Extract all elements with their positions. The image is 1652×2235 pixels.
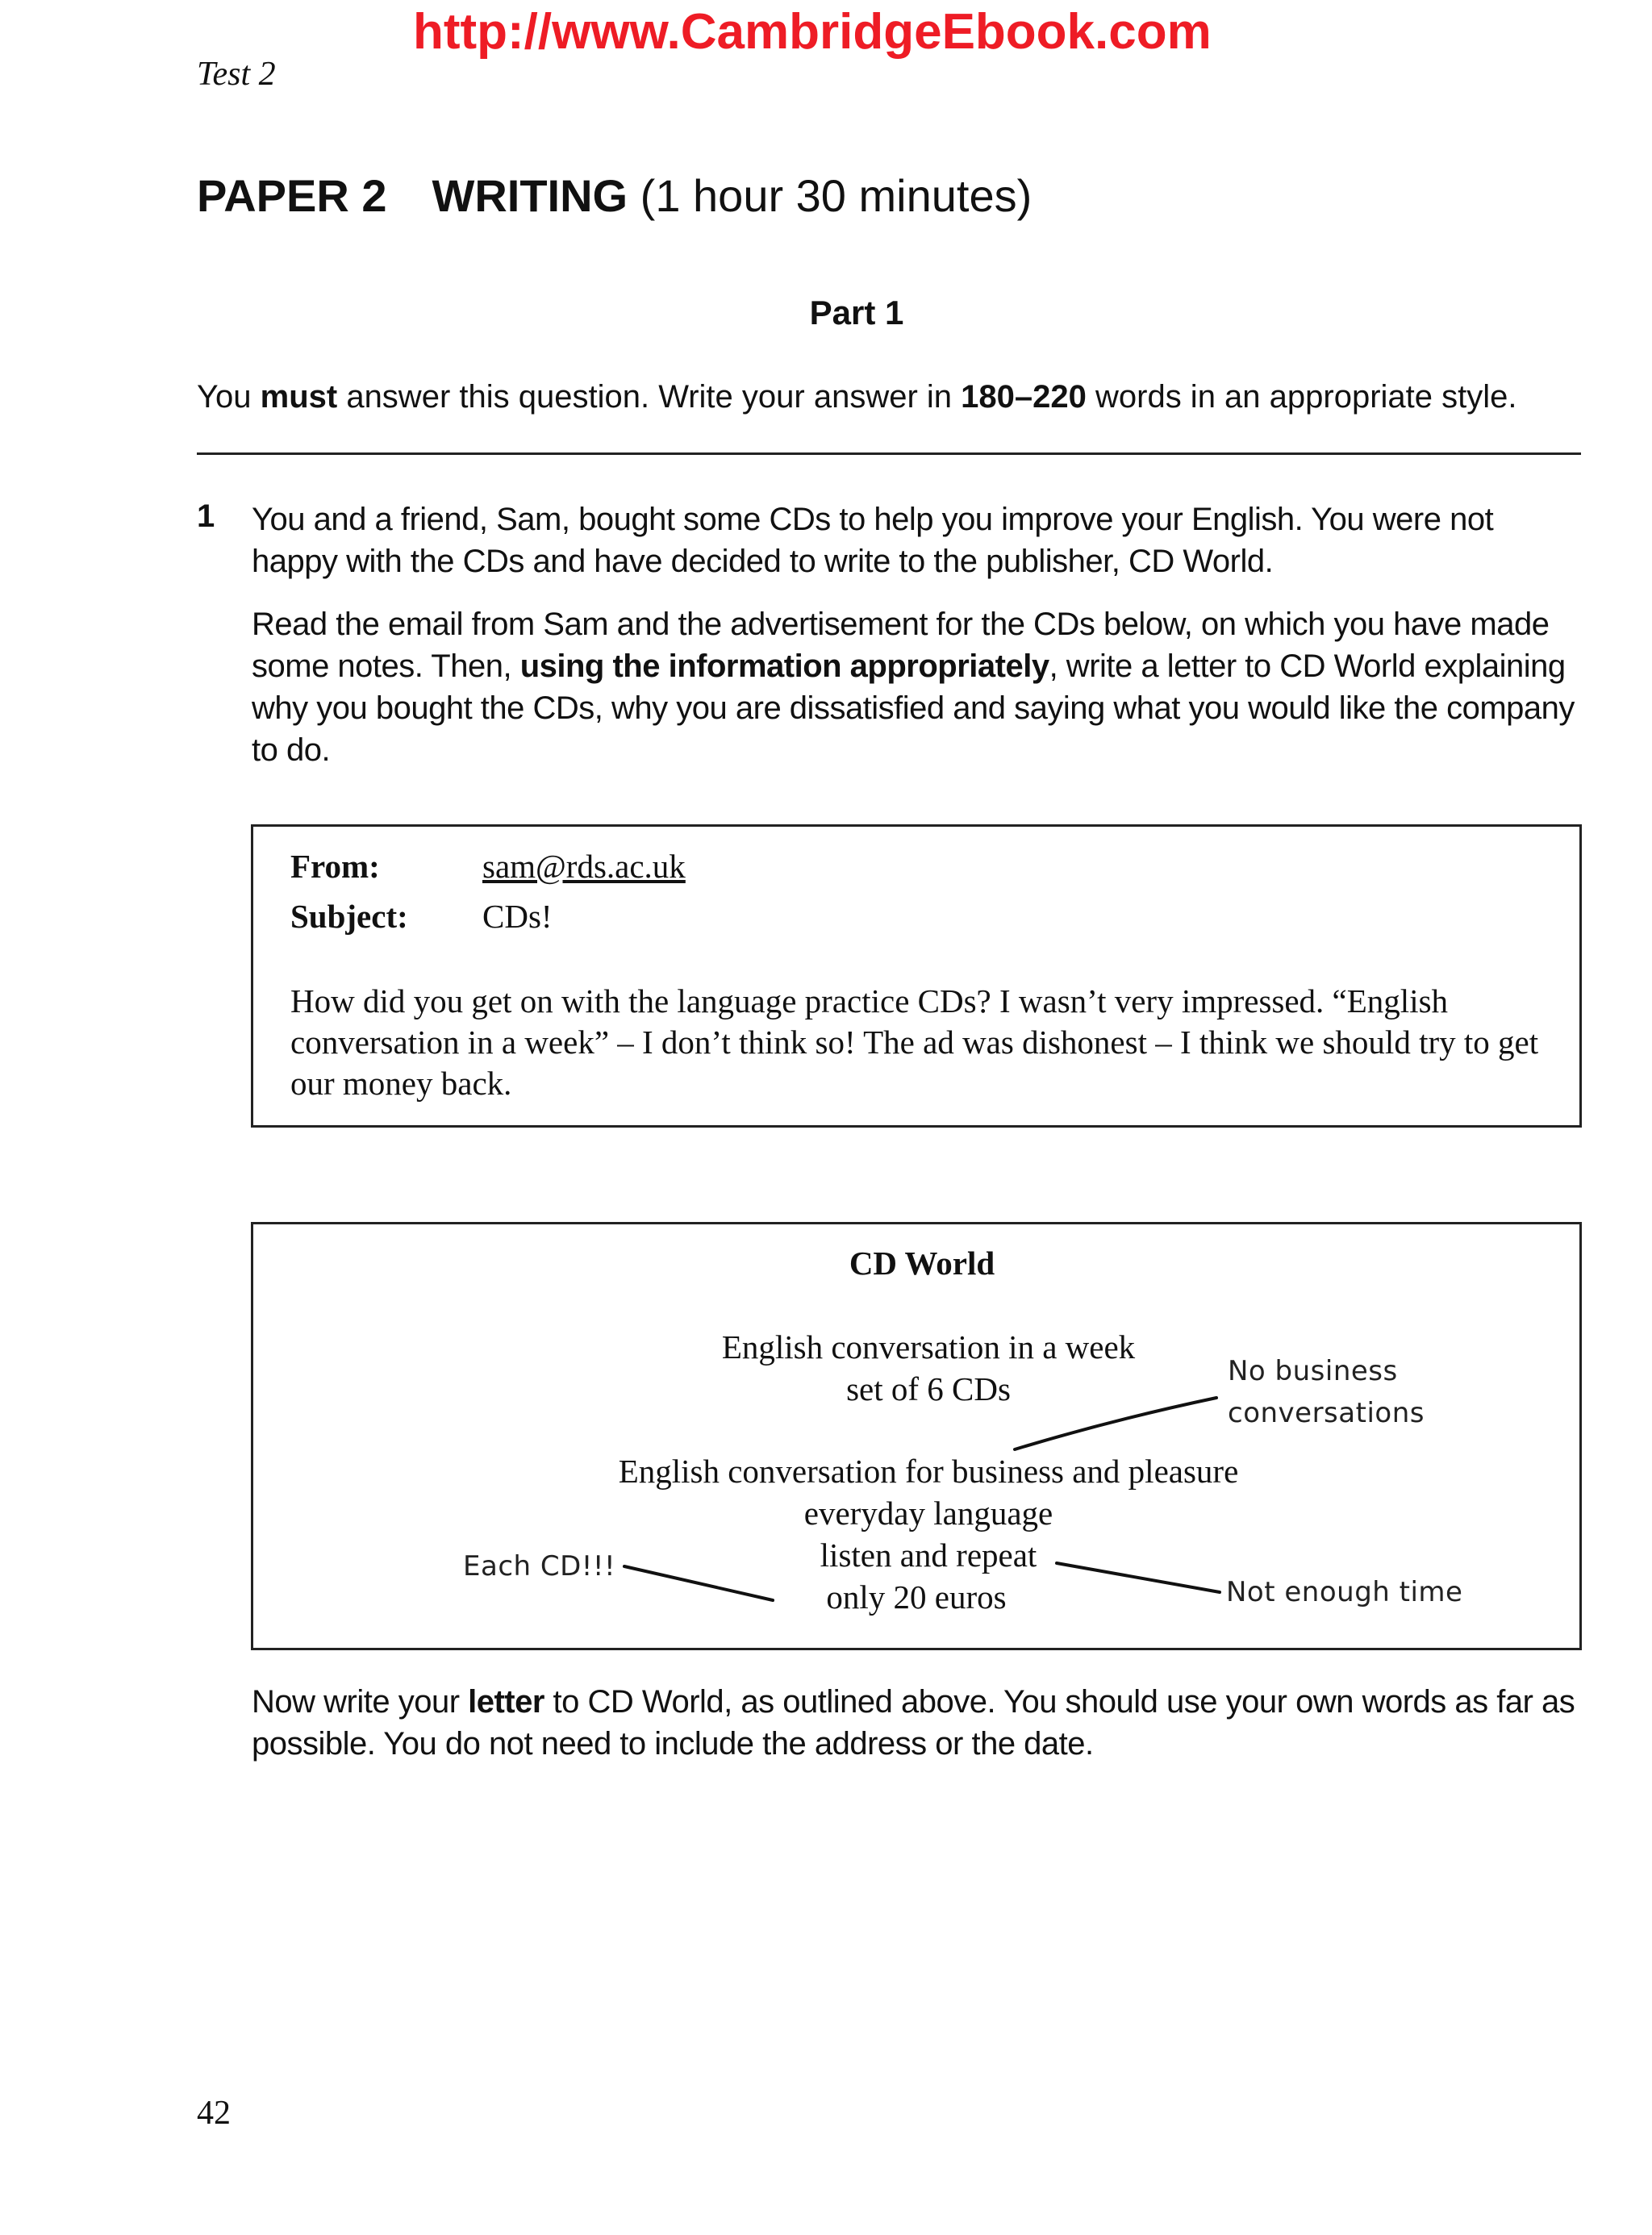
divider <box>197 452 1581 455</box>
handwritten-note: conversations <box>1228 1397 1425 1429</box>
instructions-text: words in an appropriate style. <box>1086 379 1517 415</box>
running-head: Test 2 <box>197 56 276 93</box>
page-title <box>197 169 1032 222</box>
instruction-text: to CD World, as outlined above. You should use your own words as far as possible. You do not need to include the address or the date. <box>252 1684 1575 1762</box>
question-number: 1 <box>197 498 215 534</box>
word-count: 180–220 <box>961 379 1087 415</box>
instructions-text: You <box>197 379 261 415</box>
question-final-instruction <box>252 1681 1591 1765</box>
email-from-label: From: <box>290 848 380 885</box>
task-emphasis: using the information appropriately <box>519 648 1049 684</box>
question-task <box>252 603 1591 771</box>
handwritten-note: No business <box>1228 1355 1398 1387</box>
advertisement-line: everyday language <box>803 1495 1053 1532</box>
advertisement-title: CD World <box>849 1245 995 1282</box>
watermark-url: http://www.CambridgeEbook.com <box>413 4 1212 60</box>
email-subject-label: Subject: <box>290 898 408 935</box>
question-context: You and a friend, Sam, bought some CDs to help you improve your English. You were not happy with the CDs and have decided to write to the publisher, CD World. <box>252 502 1494 579</box>
task-text: Read the email from Sam and the advertisement for the CDs below, on which you have made some notes. Then, <box>252 607 1550 684</box>
instructions-emphasis: must <box>260 379 338 415</box>
instructions-text: answer this question. Write your answer in <box>337 379 962 415</box>
advertisement-line: listen and repeat <box>820 1537 1037 1574</box>
advertisement-line: English conversation for business and pleasure <box>618 1453 1239 1490</box>
page-number: 42 <box>197 2095 231 2132</box>
handwritten-note: Each CD!!! <box>463 1550 616 1582</box>
email-subject-value: CDs! <box>482 898 553 935</box>
instructions <box>197 379 1517 415</box>
handwritten-note: Not enough time <box>1226 1576 1463 1608</box>
advertisement-line: only 20 euros <box>826 1578 1007 1616</box>
section-label: WRITING <box>432 170 628 221</box>
instruction-emphasis: letter <box>468 1684 544 1720</box>
advertisement-line: set of 6 CDs <box>846 1370 1011 1407</box>
duration-label: (1 hour 30 minutes) <box>640 170 1032 221</box>
part-heading: Part 1 <box>809 294 904 331</box>
email-body: How did you get on with the language practice CDs? I wasn’t very impressed. “English conversation in a week” – I don’t think so! The ad was dishonest – I think we should try to get our money back. <box>290 982 1539 1102</box>
email-from-address: sam@rds.ac.uk <box>482 848 686 885</box>
instruction-text: Now write your <box>252 1684 469 1720</box>
task-text: , write a letter to CD World explaining why you bought the CDs, why you are dissatisfied and saying what you would like the company to do. <box>252 648 1575 768</box>
advertisement-line: English conversation in a week <box>721 1328 1136 1366</box>
paper-label: PAPER 2 <box>197 170 387 221</box>
